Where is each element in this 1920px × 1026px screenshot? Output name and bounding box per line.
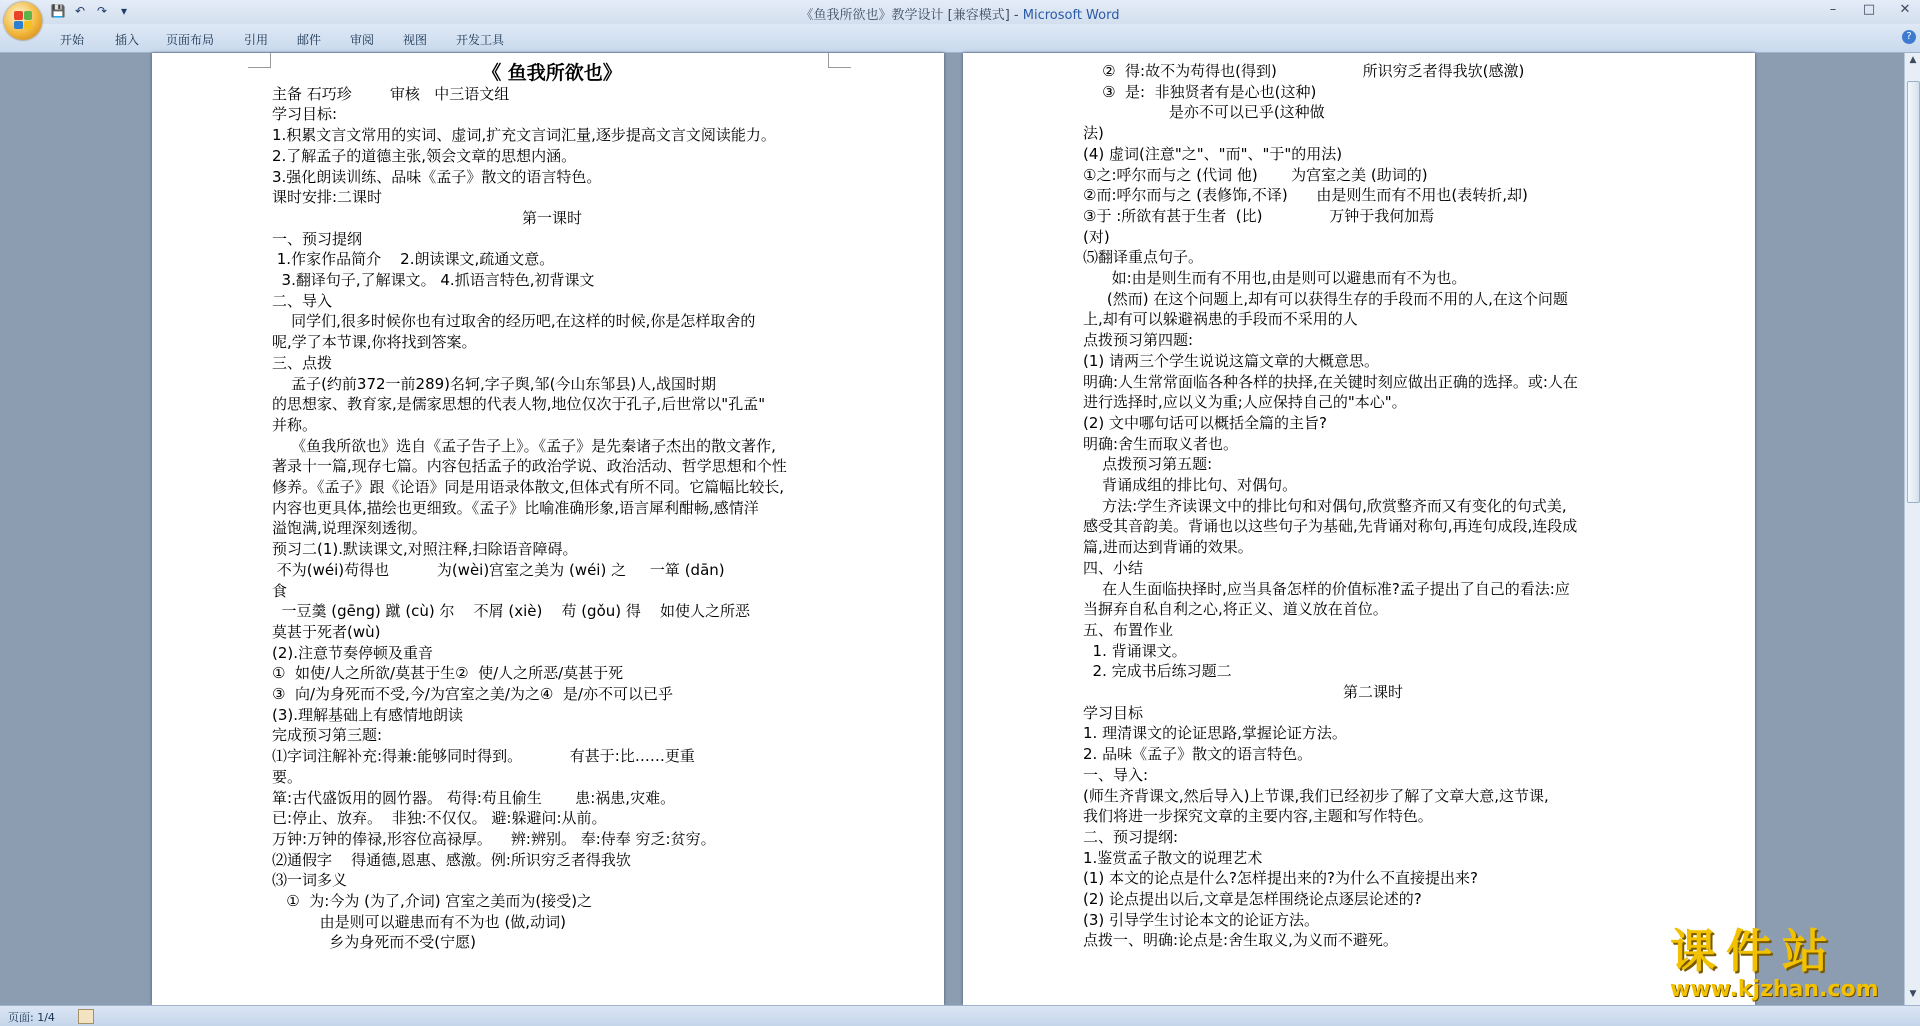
text-line: 并称。 (272, 415, 318, 434)
window-controls (1822, 2, 1916, 17)
text-line: 三、点拨 (272, 353, 333, 372)
watermark (1670, 925, 1900, 1002)
tab-mailings[interactable]: 邮件 (297, 33, 322, 47)
text-line: 课时安排:二课时 (272, 188, 383, 207)
page-count[interactable]: 页面: 1/4 (8, 1011, 55, 1024)
text-line: 1. 背诵课文。 (1083, 641, 1187, 660)
text-line: ① 如使/人之所欲/莫甚于生② 使/人之所恶/莫甚于死 (272, 664, 624, 683)
customize-icon[interactable]: ▾ (120, 4, 128, 18)
text-line: 法) (1083, 124, 1104, 143)
help-icon[interactable]: ? (1902, 30, 1916, 44)
window-title (0, 4, 1920, 23)
text-line: 内容也更具体,描绘也更细致。《孟子》比喻准确形象,语言犀利酣畅,感情洋 (272, 498, 759, 517)
redo-icon[interactable]: ↷ (96, 4, 108, 18)
text-line: ⑶一词多义 (272, 871, 348, 890)
text-line: 同学们,很多时候你也有过取舍的经历吧,在这样的时候,你是怎样取舍的 (272, 312, 756, 331)
text-line: 乡为身死而不受(宁愿) (272, 933, 476, 952)
text-line: 点拨预习第五题: (1083, 455, 1213, 474)
text-line: 已:停止、放弃。 非独:不仅仅。 避:躲避问:从前。 (272, 809, 607, 828)
text-line: (然而) 在这个问题上,却有可以获得生存的手段而不用的人,在这个问题 (1083, 289, 1568, 308)
text-line: (2) 文中哪句话可以概括全篇的主旨? (1083, 413, 1327, 432)
text-line: (1) 本文的论点是什么?怎样提出来的?为什么不直接提出来? (1083, 869, 1478, 888)
text-line: 二、预习提纲: (1083, 827, 1179, 846)
scroll-thumb[interactable] (1907, 81, 1920, 503)
text-line: ② 得:故不为苟得也(得到) 所识穷乏者得我欤(感激) (1083, 62, 1525, 80)
text-line: 学习目标: (272, 105, 338, 124)
text-line: (2) 论点提出以后,文章是怎样围绕论点逐层论述的? (1083, 890, 1422, 908)
text-line: (2).注意节奏停顿及重音 (272, 643, 434, 662)
text-line: 第二课时 (1342, 683, 1403, 701)
text-line: 《鱼我所欲也》选自《孟子告子上》。《孟子》是先秦诸子杰出的散文著作, (272, 436, 776, 455)
text-line: (3).理解基础上有感情地朗读 (272, 705, 464, 724)
text-line: 修养。《孟子》跟《论语》同是用语录体散文,但体式有所不同。它篇幅比较长, (272, 478, 785, 496)
text-line: 在人生面临抉择时,应当具备怎样的价值标准?孟子提出了自己的看法:应 (1083, 579, 1570, 598)
tab-references[interactable]: 引用 (244, 33, 269, 47)
text-line: 孟子(约前372一前289)名轲,字子舆,邹(今山东邹县)人,战国时期 (272, 374, 717, 393)
text-line: (对) (1083, 227, 1110, 246)
text-line: ③于 :所欲有甚于生者 (比) 万钟于我何加焉 (1083, 206, 1435, 225)
title-bar (0, 0, 1920, 25)
scroll-up-icon[interactable]: ▲ (1909, 55, 1917, 65)
text-line: 如:由是则生而有不用也,由是则可以避患而有不为也。 (1083, 269, 1467, 287)
text-line: 莫甚于死者(wù) (272, 622, 381, 641)
vertical-scrollbar[interactable] (1904, 53, 1920, 1005)
text-line: (师生齐背课文,然后导入)上节课,我们已经初步了解了文章大意,这节课, (1083, 786, 1549, 805)
watermark-brand: 课件站 (1670, 924, 1838, 978)
tab-home[interactable]: 开始 (60, 33, 85, 47)
undo-icon[interactable]: ↶ (74, 4, 86, 18)
text-line: 一豆羹 (gēng) 蹴 (cù) 尔 不屑 (xiè) 苟 (gǒu) 得 如使人之所恶 (272, 602, 750, 621)
text-line: 2. 完成书后练习题二 (1083, 662, 1232, 681)
document-title: 《鱼我所欲也》教学设计 [兼容模式] - (800, 8, 1023, 23)
tab-insert[interactable]: 插入 (115, 33, 140, 47)
text-line: 感受其音韵美。背诵也以这些句子为基础,先背诵对称句,再连句成段,连段成 (1083, 517, 1578, 536)
text-line: 《 鱼我所欲也》 (482, 62, 622, 84)
text-line: ⑴字词注解补充:得兼:能够同时得到。 有甚于:比……更重 (272, 747, 695, 766)
document-page-1[interactable] (152, 53, 944, 1005)
text-line: 我们将进一步探究文章的主要内容,主题和写作特色。 (1083, 807, 1433, 826)
text-line: 完成预习第三题: (272, 726, 383, 745)
text-line: 3.翻译句子,了解课文。 4.抓语言特色,初背课文 (272, 271, 595, 289)
text-line: 1.作家作品简介 2.朗读课文,疏通文意。 (272, 250, 555, 269)
text-line: ① 为:今为 (为了,介词) 宫室之美而为(接受)之 (272, 892, 593, 910)
text-line: 一、预习提纲 (272, 229, 363, 248)
tab-view[interactable]: 视图 (403, 33, 428, 47)
tab-developer[interactable]: 开发工具 (456, 33, 505, 47)
text-line: 1.鉴赏孟子散文的说理艺术 (1083, 848, 1263, 867)
ribbon-tab-bar (0, 24, 1920, 53)
text-line: ③ 是: 非独贤者有是心也(这种) (1083, 82, 1317, 101)
office-logo-icon (14, 11, 32, 29)
text-line: 一、导入: (1083, 765, 1149, 784)
text-line: 1.积累文言文常用的实词、虚词,扩充文言词汇量,逐步提高文言文阅读能力。 (272, 126, 776, 145)
proofing-icon[interactable] (78, 1009, 94, 1024)
text-line: 方法:学生齐读课文中的排比句和对偶句,欣赏整齐而又有变化的句式美, (1083, 496, 1567, 515)
document-page-2[interactable] (963, 53, 1755, 1005)
watermark-url: www.kjzhan.com (1670, 977, 1879, 1002)
text-line: 呢,学了本节课,你将找到答案。 (272, 333, 477, 352)
maximize-button[interactable]: □ (1862, 2, 1876, 17)
text-line: ⑸翻译重点句子。 (1083, 248, 1204, 267)
text-line: 是亦不可以已乎(这种做 (1083, 103, 1325, 122)
text-line: 篇,进而达到背诵的效果。 (1083, 538, 1253, 557)
app-name: Microsoft Word (1022, 8, 1120, 23)
crop-mark (248, 53, 271, 68)
save-icon[interactable]: 💾 (50, 4, 66, 18)
text-line: 溢饱满,说理深刻透彻。 (272, 519, 427, 538)
text-line: ②而:呼尔而与之 (表修饰,不译) 由是则生而有不用也(表转折,却) (1083, 186, 1528, 205)
office-button[interactable] (4, 2, 42, 40)
text-line: 明确:人生常常面临各种各样的抉择,在关键时刻应做出正确的选择。或:人在 (1083, 372, 1578, 391)
text-line: 第一课时 (521, 208, 582, 227)
text-line: 不为(wéi)苟得也 为(wèi)宫室之美为 (wéi) 之 一箪 (dān) (272, 560, 725, 579)
text-line: 四、小结 (1083, 558, 1144, 577)
text-line: 2. 品味《孟子》散文的语言特色。 (1083, 745, 1313, 764)
text-line: ①之:呼尔而与之 (代词 他) 为宫室之美 (助词的) (1083, 165, 1428, 184)
text-line: 主备 石巧珍 审核 中三语文组 (272, 84, 510, 103)
text-line: 明确:舍生而取义者也。 (1083, 434, 1239, 453)
text-line: 学习目标 (1083, 703, 1144, 722)
text-line: 的思想家、教育家,是儒家思想的代表人物,地位仅次于孔子,后世常以"孔孟" (272, 395, 766, 414)
text-line: 著录十一篇,现存七篇。内容包括孟子的政治学说、政治活动、哲学思想和个性 (272, 457, 787, 476)
text-line: 背诵成组的排比句、对偶句。 (1083, 476, 1298, 494)
text-line: 二、导入 (272, 291, 333, 310)
text-line: 点拨一、明确:论点是:舍生取义,为义而不避死。 (1083, 931, 1398, 950)
tab-page-layout[interactable]: 页面布局 (166, 33, 215, 47)
text-line: (3) 引导学生讨论本文的论证方法。 (1083, 910, 1320, 929)
text-line: 3.强化朗读训练、品味《孟子》散文的语言特色。 (272, 167, 602, 186)
text-line: 由是则可以避患而有不为也 (做,动词) (272, 912, 566, 931)
text-line: 箪:古代盛饭用的圆竹器。 苟得:苟且偷生 患:祸患,灾难。 (272, 788, 676, 807)
text-line: 万钟:万钟的俸禄,形容位高禄厚。 辨:辨别。 奉:侍奉 穷乏:贫穷。 (272, 829, 716, 848)
tab-review[interactable]: 审阅 (350, 33, 375, 47)
text-line: 上,却有可以躲避祸患的手段而不采用的人 (1083, 310, 1358, 329)
text-line: (1) 请两三个学生说说这篇文章的大概意思。 (1083, 351, 1380, 370)
text-line: 当摒弃自私自利之心,将正义、道义放在首位。 (1083, 600, 1388, 619)
text-line: 1. 理清课文的论证思路,掌握论证方法。 (1083, 724, 1347, 743)
minimize-button[interactable]: – (1829, 2, 1837, 17)
text-line: 要。 (272, 767, 303, 786)
text-line: (4) 虚词(注意"之"、"而"、"于"的用法) (1083, 144, 1343, 163)
text-line: 预习二(1).默读课文,对照注释,扫除语音障碍。 (272, 540, 578, 559)
text-line: 点拨预习第四题: (1083, 331, 1194, 350)
scroll-down-icon[interactable]: ▼ (1909, 989, 1917, 999)
status-bar (0, 1005, 1920, 1026)
text-line: ③ 向/为身死而不受,今/为宫室之美/为之④ 是/亦不可以已乎 (272, 685, 673, 703)
text-line: 食 (272, 581, 288, 600)
text-line: 进行选择时,应以义为重;人应保持自己的"本心"。 (1083, 393, 1407, 412)
text-line: ⑵通假字 得通德,恩惠、感激。例:所识穷乏者得我欤 (272, 850, 631, 869)
close-button[interactable]: ✕ (1899, 2, 1911, 17)
text-line: 五、布置作业 (1083, 620, 1174, 639)
text-line: 2.了解孟子的道德主张,领会文章的思想内涵。 (272, 146, 577, 165)
